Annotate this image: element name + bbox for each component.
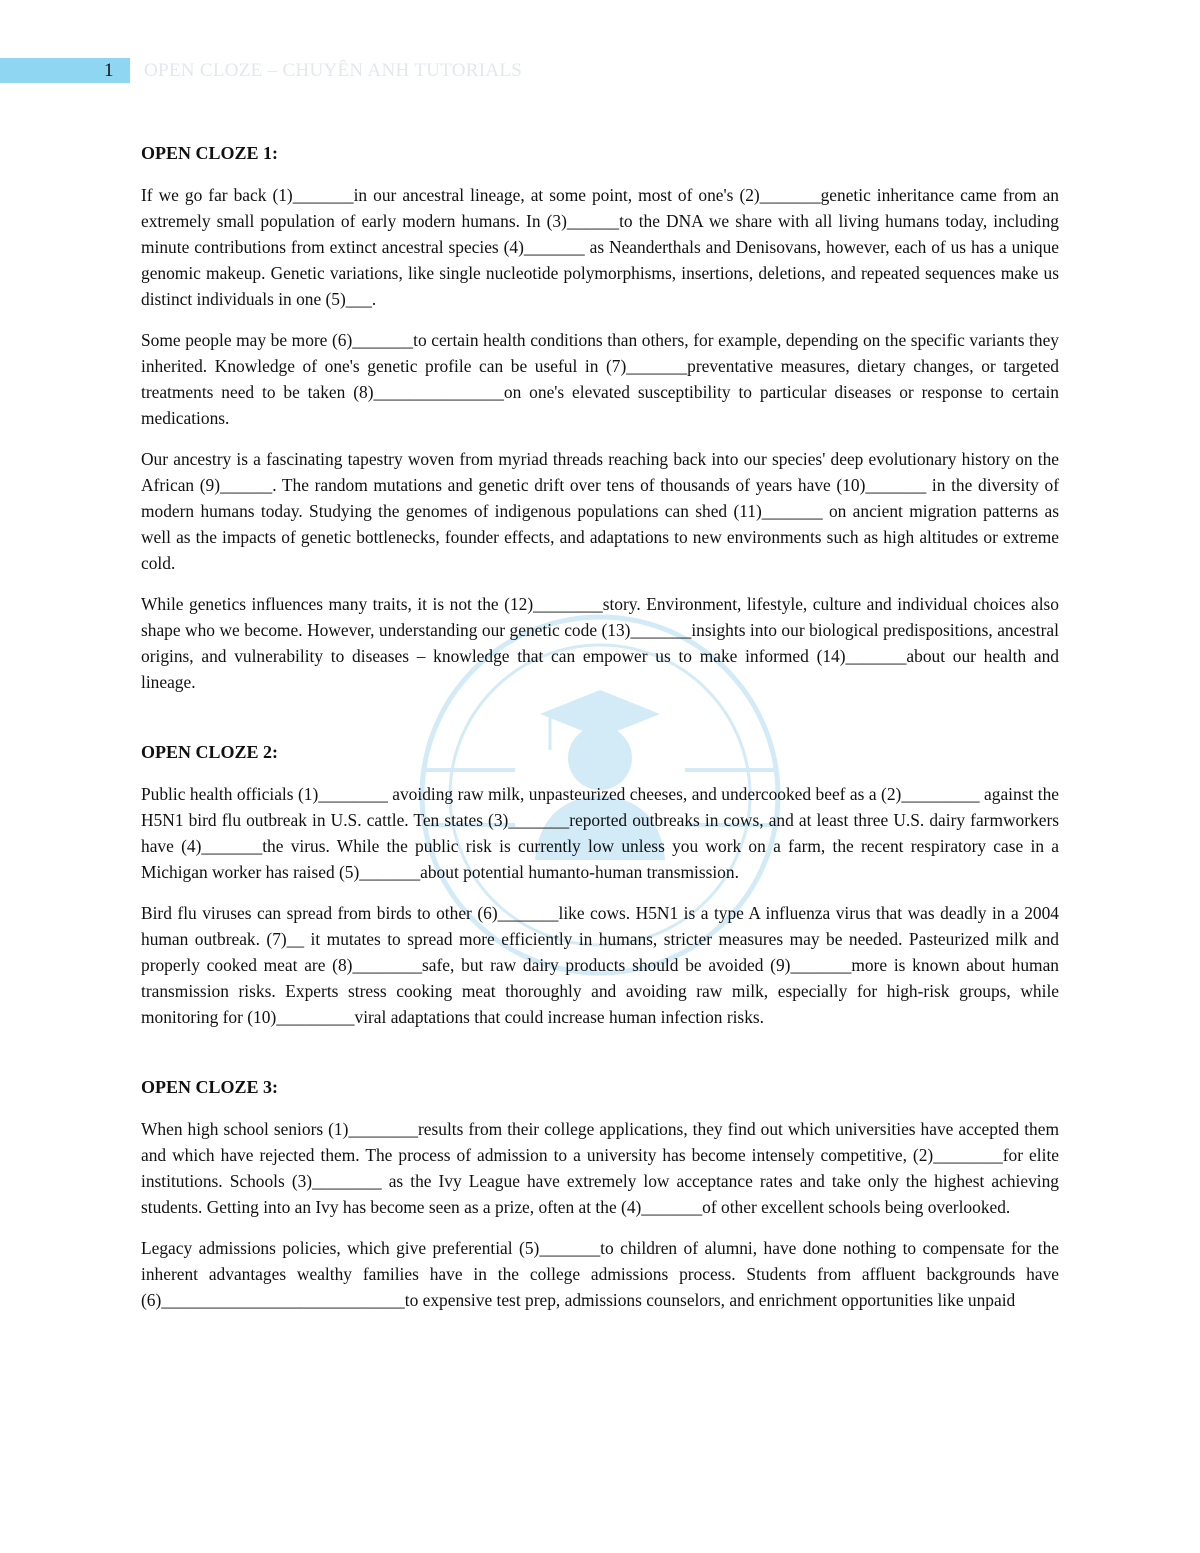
document-body — [141, 140, 1059, 1328]
paragraph: Our ancestry is a fascinating tapestry woven from myriad threads reaching back into our species' deep evolutionary history on the African (9)______. The random mutations and genetic drift over tens of thousands of years have (10)_______ in the diversity of modern humans today. Studying the genomes of indigenous populations can shed (11)_______ on ancient migration patterns as well as the impacts of genetic bottlenecks, founder effects, and adaptations to new environments such as high altitudes or extreme cold. — [141, 449, 1059, 573]
cloze-section-1 — [141, 140, 1059, 695]
page-number: 1 — [104, 60, 114, 81]
paragraph: While genetics influences many traits, it is not the (12)________story. Environment, lifestyle, culture and individual choices also shape who we become. However, understanding our genetic code (13)_______insights into our biological predispositions, ancestral origins, and vulnerability to diseases – knowledge that can empower us to make informed (14)_______about our health and lineage. — [141, 594, 1059, 692]
header-title: OPEN CLOZE – CHUYÊN ANH TUTORIALS — [144, 60, 523, 81]
paragraph: Legacy admissions policies, which give preferential (5)_______to children of alumni, have done nothing to compensate for the inherent advantages wealthy families have in the college admissions process. Students from affluent backgrounds have (6)____________________________to expensive test prep, admissions counselors, and enrichment opportunities like unpaid — [141, 1238, 1059, 1310]
paragraph: If we go far back (1)_______in our ancestral lineage, at some point, most of one's (2)_______genetic inheritance came from an extremely small population of early modern humans. In (3)______to the DNA we share with all living humans today, including minute contributions from extinct ancestral species (4)_______ as Neanderthals and Denisovans, however, each of us has a unique genomic makeup. Genetic variations, like single nucleotide polymorphisms, insertions, deletions, and repeated sequences make us distinct individuals in one (5)___. — [141, 185, 1059, 309]
section-heading: OPEN CLOZE 2: — [141, 742, 279, 762]
paragraph: Some people may be more (6)_______to certain health conditions than others, for example, depending on the specific variants they inherited. Knowledge of one's genetic profile can be useful in (7)_______preventative measures, dietary changes, or targeted treatments need to be taken (8)_______________on one's elevated susceptibility to particular diseases or response to certain medications. — [141, 330, 1059, 428]
section-heading: OPEN CLOZE 1: — [141, 143, 279, 163]
paragraph: When high school seniors (1)________results from their college applications, they find out which universities have accepted them and which have rejected them. The process of admission to a university has become intensely competitive, (2)________for elite institutions. Schools (3)________ as the Ivy League have extremely low acceptance rates and take only the highest achieving students. Getting into an Ivy has become seen as a prize, often at the (4)_______of other excellent schools being overlooked. — [141, 1119, 1059, 1217]
cloze-section-2 — [141, 739, 1059, 1030]
paragraph: Bird flu viruses can spread from birds to other (6)_______like cows. H5N1 is a type A influenza virus that was deadly in a 2004 human outbreak. (7)__ it mutates to spread more efficiently in humans, stricter measures may be needed. Pasteurized milk and properly cooked meat are (8)________safe, but raw dairy products should be avoided (9)_______more is known about human transmission risks. Experts stress cooking meat thoroughly and avoiding raw milk, especially for high-risk groups, while monitoring for (10)_________viral adaptations that could increase human infection risks. — [141, 903, 1059, 1027]
section-heading: OPEN CLOZE 3: — [141, 1077, 279, 1097]
cloze-section-3 — [141, 1074, 1059, 1313]
paragraph: Public health officials (1)________ avoiding raw milk, unpasteurized cheeses, and undercooked beef as a (2)_________ against the H5N1 bird flu outbreak in U.S. cattle. Ten states (3)_______reported outbreaks in cows, and at least three U.S. dairy farmworkers have (4)_______the virus. While the public risk is currently low unless you work on a farm, the recent respiratory case in a Michigan worker has raised (5)_______about potential humanto-human transmission. — [141, 784, 1059, 882]
